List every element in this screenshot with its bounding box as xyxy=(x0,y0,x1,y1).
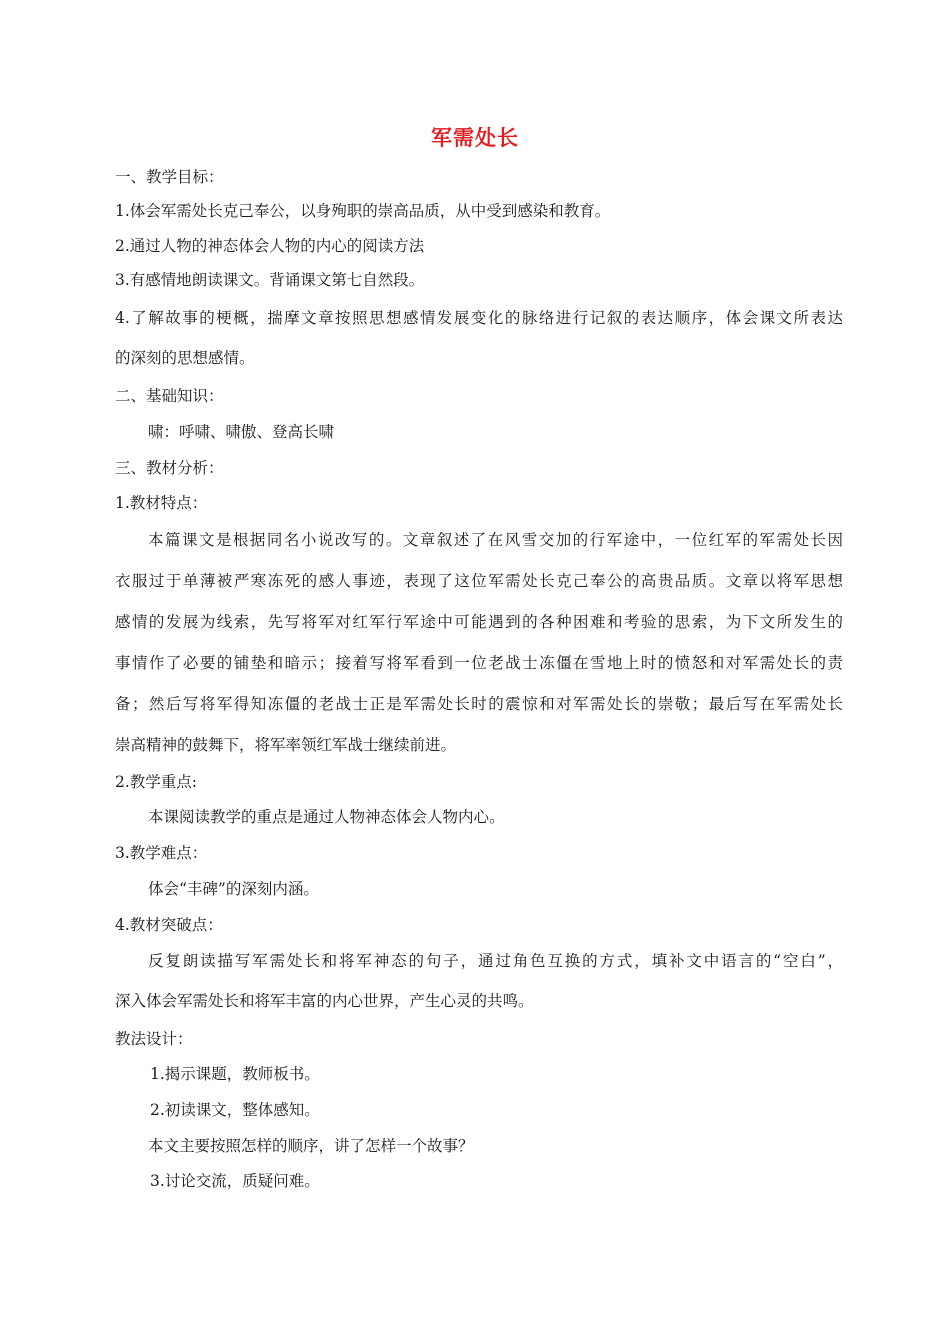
objective-4-line-1: 4.了解故事的梗概，揣摩文章按照思想感情发展变化的脉络进行记叙的表达顺序，体会课文所表达 xyxy=(115,309,843,327)
analysis-heading-features: 1.教材特点： xyxy=(115,494,208,512)
section-heading-basics: 二、基础知识： xyxy=(115,387,224,405)
features-paragraph-line-5: 备；然后写将军得知冻僵的老战士正是军需处长时的震惊和对军需处长的崇敬；最后写在军需处长 xyxy=(115,695,843,713)
objective-4-line-2: 的深刻的思想感情。 xyxy=(115,349,255,367)
method-step-2: 2.初读课文，整体感知。 xyxy=(150,1101,320,1119)
method-step-1: 1.揭示课题，教师板书。 xyxy=(150,1065,320,1083)
section-heading-objectives: 一、教学目标： xyxy=(115,168,224,186)
page-title: 军需处长 xyxy=(431,126,519,150)
breakthrough-line-2: 深入体会军需处长和将军丰富的内心世界，产生心灵的共鸣。 xyxy=(115,992,534,1010)
method-step-3: 3.讨论交流，质疑问难。 xyxy=(150,1172,320,1190)
features-paragraph-line-2: 衣服过于单薄被严寒冻死的感人事迹，表现了这位军需处长克己奉公的高贵品质。文章以将军思想 xyxy=(115,572,843,590)
analysis-heading-difficulty: 3.教学难点： xyxy=(115,844,208,862)
analysis-heading-breakthrough: 4.教材突破点： xyxy=(115,916,223,934)
breakthrough-line-1: 反复朗读描写军需处长和将军神态的句子，通过角色互换的方式，填补文中语言的“空白”， xyxy=(148,952,843,970)
objective-2: 2.通过人物的神态体会人物的内心的阅读方法 xyxy=(115,237,425,255)
objective-3: 3.有感情地朗读课文。背诵课文第七自然段。 xyxy=(115,271,425,289)
section-heading-analysis: 三、教材分析： xyxy=(115,459,224,477)
key-point-text: 本课阅读教学的重点是通过人物神态体会人物内心。 xyxy=(148,808,505,826)
difficulty-text: 体会“丰碑”的深刻内涵。 xyxy=(148,880,319,898)
section-heading-methods: 教法设计： xyxy=(115,1030,193,1048)
features-paragraph-line-3: 感情的发展为线索，先写将军对红军行军途中可能遇到的各种困难和考验的思索，为下文所发生的 xyxy=(115,613,843,631)
features-paragraph-line-1: 本篇课文是根据同名小说改写的。文章叙述了在风雪交加的行军途中，一位红军的军需处长因 xyxy=(148,531,843,549)
basics-xiao: 啸：呼啸、啸傲、登高长啸 xyxy=(148,423,335,441)
features-paragraph-line-4: 事情作了必要的铺垫和暗示；接着写将军看到一位老战士冻僵在雪地上时的愤怒和对军需处长的责 xyxy=(115,654,843,672)
objective-1: 1.体会军需处长克己奉公，以身殉职的崇高品质，从中受到感染和教育。 xyxy=(115,202,611,220)
method-step-2-question: 本文主要按照怎样的顺序，讲了怎样一个故事？ xyxy=(148,1137,474,1155)
features-paragraph-line-6: 崇高精神的鼓舞下，将军率领红军战士继续前进。 xyxy=(115,736,457,754)
analysis-heading-key-point: 2.教学重点: xyxy=(115,773,198,791)
